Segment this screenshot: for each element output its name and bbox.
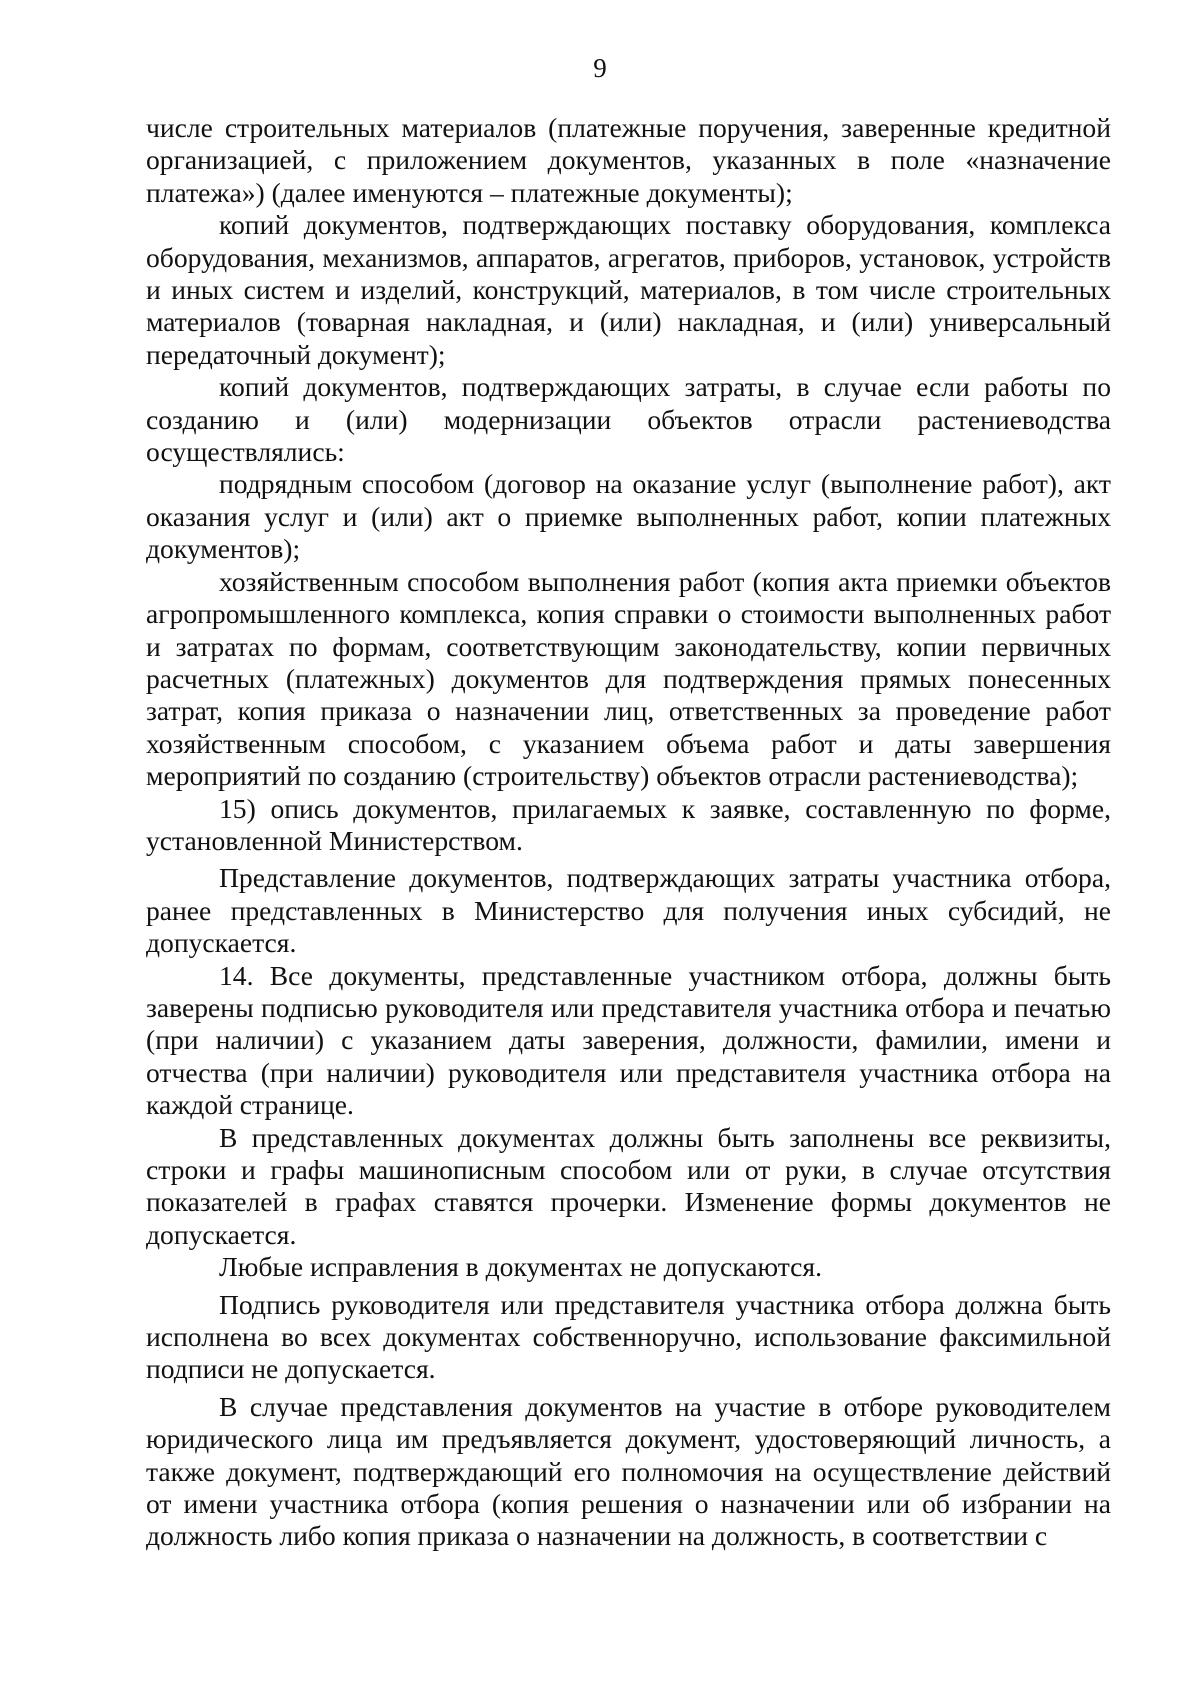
paragraph-9: В представленных документах должны быть заполнены все реквизиты, строки и графы машинописным способом или от руки, в случае отсутствия показателей в графах ставятся прочерки. Изменение формы документов не допускается. — [146, 1121, 1111, 1250]
document-body — [146, 112, 1111, 1553]
paragraph-5: хозяйственным способом выполнения работ (копия акта приемки объектов агропромышленного комплекса, копия справки о стоимости выполненных работ и затратах по формам, соответствующим законодательству, копии первичных расчетных (платежных) документов для подтверждения прямых понесенных затрат, копия приказа о назначении лиц, ответственных за проведение работ хозяйственным способом, с указанием объема работ и даты завершения мероприятий по созданию (строительству) объектов отрасли растениеводства); — [146, 565, 1111, 792]
paragraph-3: копий документов, подтверждающих затраты, в случае если работы по созданию и (или) модернизации объектов отрасли растениеводства осуществлялись: — [146, 371, 1111, 468]
paragraph-12: В случае представления документов на участие в отборе руководителем юридического лица им предъявляется документ, удостоверяющий личность, а также документ, подтверждающий его полномочия на осуществление действий от имени участника отбора (копия решения о назначении или об избрании на должность либо копия приказа о назначении на должность, в соответствии с — [146, 1390, 1111, 1552]
paragraph-4: подрядным способом (договор на оказание услуг (выполнение работ), акт оказания услуг и (или) акт о приемке выполненных работ, копии платежных документов); — [146, 468, 1111, 565]
paragraph-7: Представление документов, подтверждающих затраты участника отбора, ранее представленных в Министерство для получения иных субсидий, не допускается. — [146, 862, 1111, 959]
paragraph-10: Любые исправления в документах не допускаются. — [219, 1251, 822, 1283]
paragraph-6: 15) опись документов, прилагаемых к заявке, составленную по форме, установленной Министерством. — [146, 792, 1111, 856]
paragraph-1: числе строительных материалов (платежные поручения, заверенные кредитной организацией, с приложением документов, указанных в поле «назначение платежа») (далее именуются – платежные документы); — [146, 112, 1111, 208]
paragraph-8: 14. Все документы, представленные участником отбора, должны быть заверены подписью руководителя или представителя участника отбора и печатью (при наличии) с указанием даты заверения, должности, фамилии, имени и отчества (при наличии) руководителя или представителя участника отбора на каждой странице. — [146, 959, 1111, 1121]
page-number: 9 — [593, 53, 607, 83]
paragraph-2: копий документов, подтверждающих поставку оборудования, комплекса оборудования, механизмов, аппаратов, агрегатов, приборов, установок, устройств и иных систем и изделий, конструкций, материалов, в том числе строительных материалов (товарная накладная, и (или) накладная, и (или) универсальный передаточный документ); — [146, 209, 1111, 370]
paragraph-11: Подпись руководителя или представителя участника отбора должна быть исполнена во всех документах собственноручно, использование факсимильной подписи не допускается. — [146, 1288, 1111, 1385]
